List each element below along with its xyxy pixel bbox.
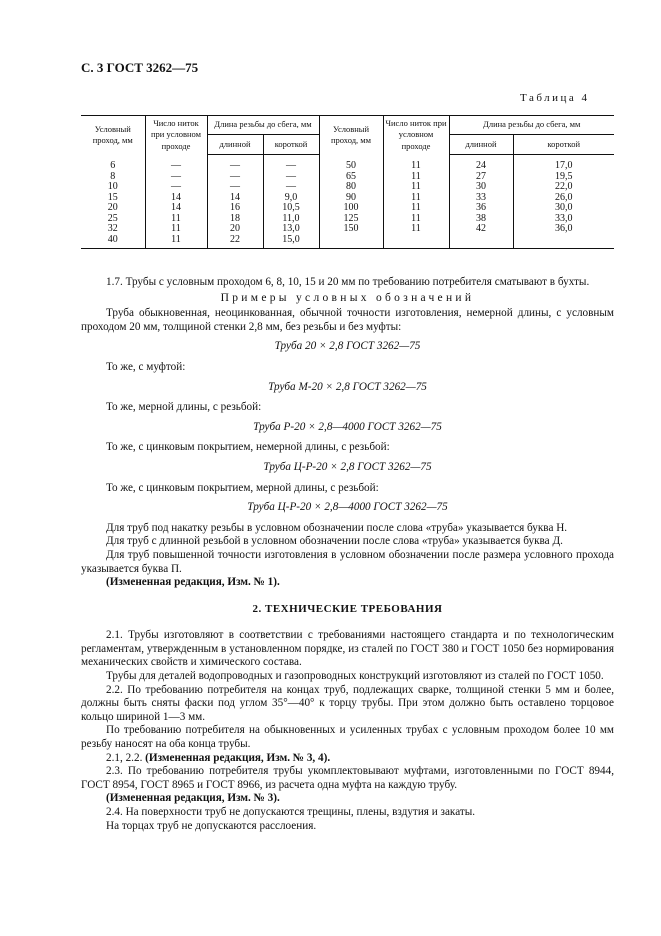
formula-5: Труба Ц-Р-20 × 2,8—4000 ГОСТ 3262—75	[247, 501, 448, 514]
formula-1: Труба 20 × 2,8 ГОСТ 3262—75	[274, 340, 421, 353]
paragraph-2-2b: По требованию потребителя на обыкновенных и усиленных трубах с условным проходом более 10 мм резьбу наносят на оба конца трубы.	[81, 724, 614, 751]
table-row: 8 — — — 65 11 27 19,5	[81, 172, 614, 183]
table-row: 20 14 16 10,5 100 11 36 30,0	[81, 203, 614, 214]
formula-2: Труба М-20 × 2,8 ГОСТ 3262—75	[268, 380, 427, 393]
col-header-nominal-2: Условный проход, мм	[319, 116, 383, 155]
col-header-nominal: Условный проход, мм	[81, 116, 145, 155]
paragraph-2-2: 2.2. По требованию потребителя на концах труб, подлежащих сварке, толщиной стенки 5 мм и более, должны быть сняты фаски под углом 35°—40° к торцу трубы. При этом должно быть оставлено торцовое кольцо шириной 1—3 мм.	[81, 683, 614, 723]
example-3: То же, мерной длины, с резьбой:	[106, 401, 262, 414]
col-header-threads: Число ниток при условном проходе	[145, 116, 207, 155]
examples-heading: Примеры условных обозначений	[220, 291, 475, 304]
revision-note-1: (Измененная редакция, Изм. № 1).	[106, 576, 280, 589]
page-header: С. 3 ГОСТ 3262—75	[81, 60, 199, 75]
table-row: 40 11 22 15,0	[81, 235, 614, 248]
section-2-heading: 2. ТЕХНИЧЕСКИЕ ТРЕБОВАНИЯ	[252, 602, 443, 615]
col-header-threads-2: Число ниток при условном проходе	[383, 116, 449, 155]
thread-length-table	[81, 115, 614, 249]
col-header-length: Длина резьбы до сбега, мм	[207, 116, 319, 135]
note-1: Для труб под накатку резьбы в условном обозначении после слова «труба» указывается буква Н.	[106, 521, 568, 534]
table-caption: Таблица 4	[520, 92, 590, 104]
formula-3: Труба Р-20 × 2,8—4000 ГОСТ 3262—75	[253, 420, 442, 433]
paragraph-2-1: 2.1. Трубы изготовляют в соответствии с требованиями настоящего стандарта и по технологическим регламентам, утвержденным в установленном порядке, из сталей по ГОСТ 380 и ГОСТ 1050 без нормирования механических свойств и химического состава.	[81, 629, 614, 669]
document-body	[81, 276, 614, 833]
table-row: 32 11 20 13,0 150 11 42 36,0	[81, 224, 614, 235]
revision-ref: 2.1, 2.2.	[106, 751, 143, 764]
note-2: Для труб с длинной резьбой в условном обозначении после слова «труба» указывается буква Д.	[106, 535, 563, 548]
example-4: То же, с цинковым покрытием, немерной длины, с резьбой:	[106, 441, 390, 454]
example-1: Труба обыкновенная, неоцинкованная, обычной точности изготовления, немерной длины, с условным проходом 20 мм, толщиной стенки 2,8 мм, без резьбы и без муфты:	[81, 307, 614, 333]
table-row: 10 — — — 80 11 30 22,0	[81, 182, 614, 193]
paragraph-2-4: 2.4. На поверхности труб не допускаются трещины, плены, вздутия и закаты.	[106, 806, 476, 818]
revision-note-3: (Измененная редакция, Изм. № 3).	[106, 792, 280, 805]
col-header-short-2: короткой	[513, 135, 614, 154]
table-row: 25 11 18 11,0 125 11 38 33,0	[81, 214, 614, 225]
paragraph-2-1b: Трубы для деталей водопроводных и газопроводных конструкций изготовляют из сталей по ГОСТ 1050.	[106, 670, 604, 683]
col-header-short: короткой	[263, 135, 319, 154]
paragraph-1-7: 1.7. Трубы с условным проходом 6, 8, 10, 15 и 20 мм по требованию потребителя сматывают в бухты.	[106, 276, 590, 288]
example-2: То же, с муфтой:	[106, 360, 186, 373]
example-5: То же, с цинковым покрытием, мерной длины, с резьбой:	[106, 481, 379, 494]
paragraph-2-3: 2.3. По требованию потребителя трубы укомплектовывают муфтами, изготовленными по ГОСТ 8944, ГОСТ 8954, ГОСТ 8965 и ГОСТ 8966, из расчета одна муфта на каждую трубу.	[81, 765, 614, 791]
col-header-long-2: длинной	[449, 135, 513, 154]
table-row: 15 14 14 9,0 90 11 33 26,0	[81, 193, 614, 204]
col-header-length-2: Длина резьбы до сбега, мм	[449, 116, 614, 135]
note-3: Для труб повышенной точности изготовления в условном обозначении после размера условного прохода указывается буква П.	[81, 548, 614, 575]
revision-note-2	[81, 752, 614, 766]
paragraph-2-4b: На торцах труб не допускаются расслоения.	[106, 819, 317, 832]
formula-4: Труба Ц-Р-20 × 2,8 ГОСТ 3262—75	[263, 460, 432, 473]
col-header-long: длинной	[207, 135, 263, 154]
revision-text: (Измененная редакция, Изм. № 3, 4).	[145, 751, 331, 764]
table-row: 6 — — — 50 11 24 17,0	[81, 154, 614, 171]
